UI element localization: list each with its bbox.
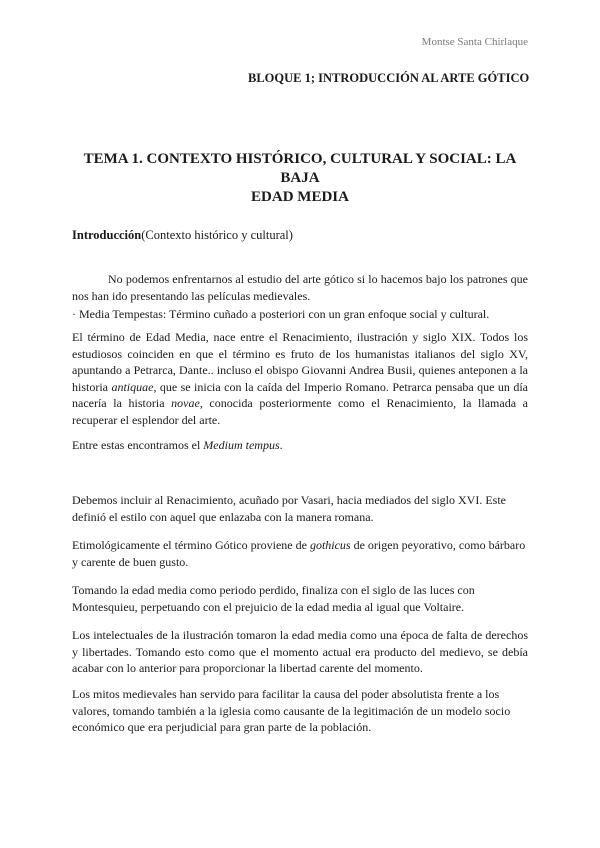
paragraph-8: Los intelectuales de la ilustración tomaron la edad media como una época de falta de derechos y libertades. Tomando esto como que el momento actual era producto del medievo, se debía acabar con lo anterior para proporcionar la libertad carente del momento. bbox=[72, 628, 528, 675]
paragraph-3-italic-novae: novae bbox=[171, 396, 200, 410]
paragraph-4-italic-medium-tempus: Medium tempus bbox=[203, 438, 280, 452]
intro-label: Introducción bbox=[72, 228, 142, 242]
paragraph-4-text-a: Entre estas encontramos el bbox=[72, 438, 204, 452]
bloque-title: BLOQUE 1; INTRODUCCIÓN AL ARTE GÓTICO bbox=[248, 71, 530, 85]
paragraph-6 bbox=[72, 537, 528, 570]
paragraph-3-text-a: El término de Edad Media, nace entre el Renacimiento, ilustración y siglo XIX. Todos los estudiosos coinciden en que el término es fruto de los humanistas italianos del siglo XV, apuntando a Petrarca, Dante.. incluso el obispo Giovanni Andrea Busii, quienes anteponen a la historia bbox=[72, 330, 528, 394]
paragraph-5: Debemos incluir al Renacimiento, acuñado por Vasari, hacia mediados del siglo XVI. Este definió el estilo con aquel que enlazaba con la manera romana. bbox=[72, 493, 506, 524]
paragraph-6-italic-gothicus: gothicus bbox=[309, 538, 351, 552]
tema-title-line1: TEMA 1. CONTEXTO HISTÓRICO, CULTURAL Y SOCIAL: LA BAJA bbox=[83, 151, 517, 186]
paragraph-7: Tomando la edad media como periodo perdido, finaliza con el siglo de las luces con Montesquieu, perpetuando con el prejuicio de la edad media al igual que Voltaire. bbox=[72, 583, 475, 614]
paragraph-6-text-c: de origen peyorativo, como bárbaro y carente de buen gusto. bbox=[72, 538, 526, 569]
paragraph-3 bbox=[72, 329, 528, 428]
paragraph-6-text-a: Etimológicamente el término Gótico proviene de bbox=[72, 538, 310, 552]
paragraph-1: No podemos enfrentarnos al estudio del arte gótico si lo hacemos bajo los patrones que nos han ido presentando las películas medievales. bbox=[72, 272, 528, 303]
paragraph-9: Los mitos medievales han servido para facilitar la causa del poder absolutista frente a los valores, tomando también a la iglesia como causante de la legitimación de un modelo socio económico que era perjudicial para gran parte de la población. bbox=[72, 687, 511, 734]
tema-title bbox=[72, 150, 528, 207]
intro-subtitle: (Contexto histórico y cultural) bbox=[141, 228, 293, 242]
paragraph-4 bbox=[72, 437, 528, 454]
paragraph-2: · Media Tempestas: Término cuñado a posteriori con un gran enfoque social y cultural. bbox=[72, 307, 490, 321]
header-author: Montse Santa Chirlaque bbox=[421, 36, 528, 48]
tema-title-line2: EDAD MEDIA bbox=[251, 189, 349, 205]
paragraph-3-text-c: , que se inicia con la caída del Imperio Romano. Petrarca pensaba que un día nacería la historia bbox=[72, 379, 529, 410]
paragraph-3-text-e: , conocida posteriormente como el Renacimiento, la llamada a recuperar el esplendor del arte. bbox=[72, 396, 528, 427]
paragraph-3-italic-antiquae: antiquae bbox=[111, 379, 154, 394]
intro-heading bbox=[72, 228, 528, 243]
paragraph-4-text-c: . bbox=[279, 438, 283, 452]
